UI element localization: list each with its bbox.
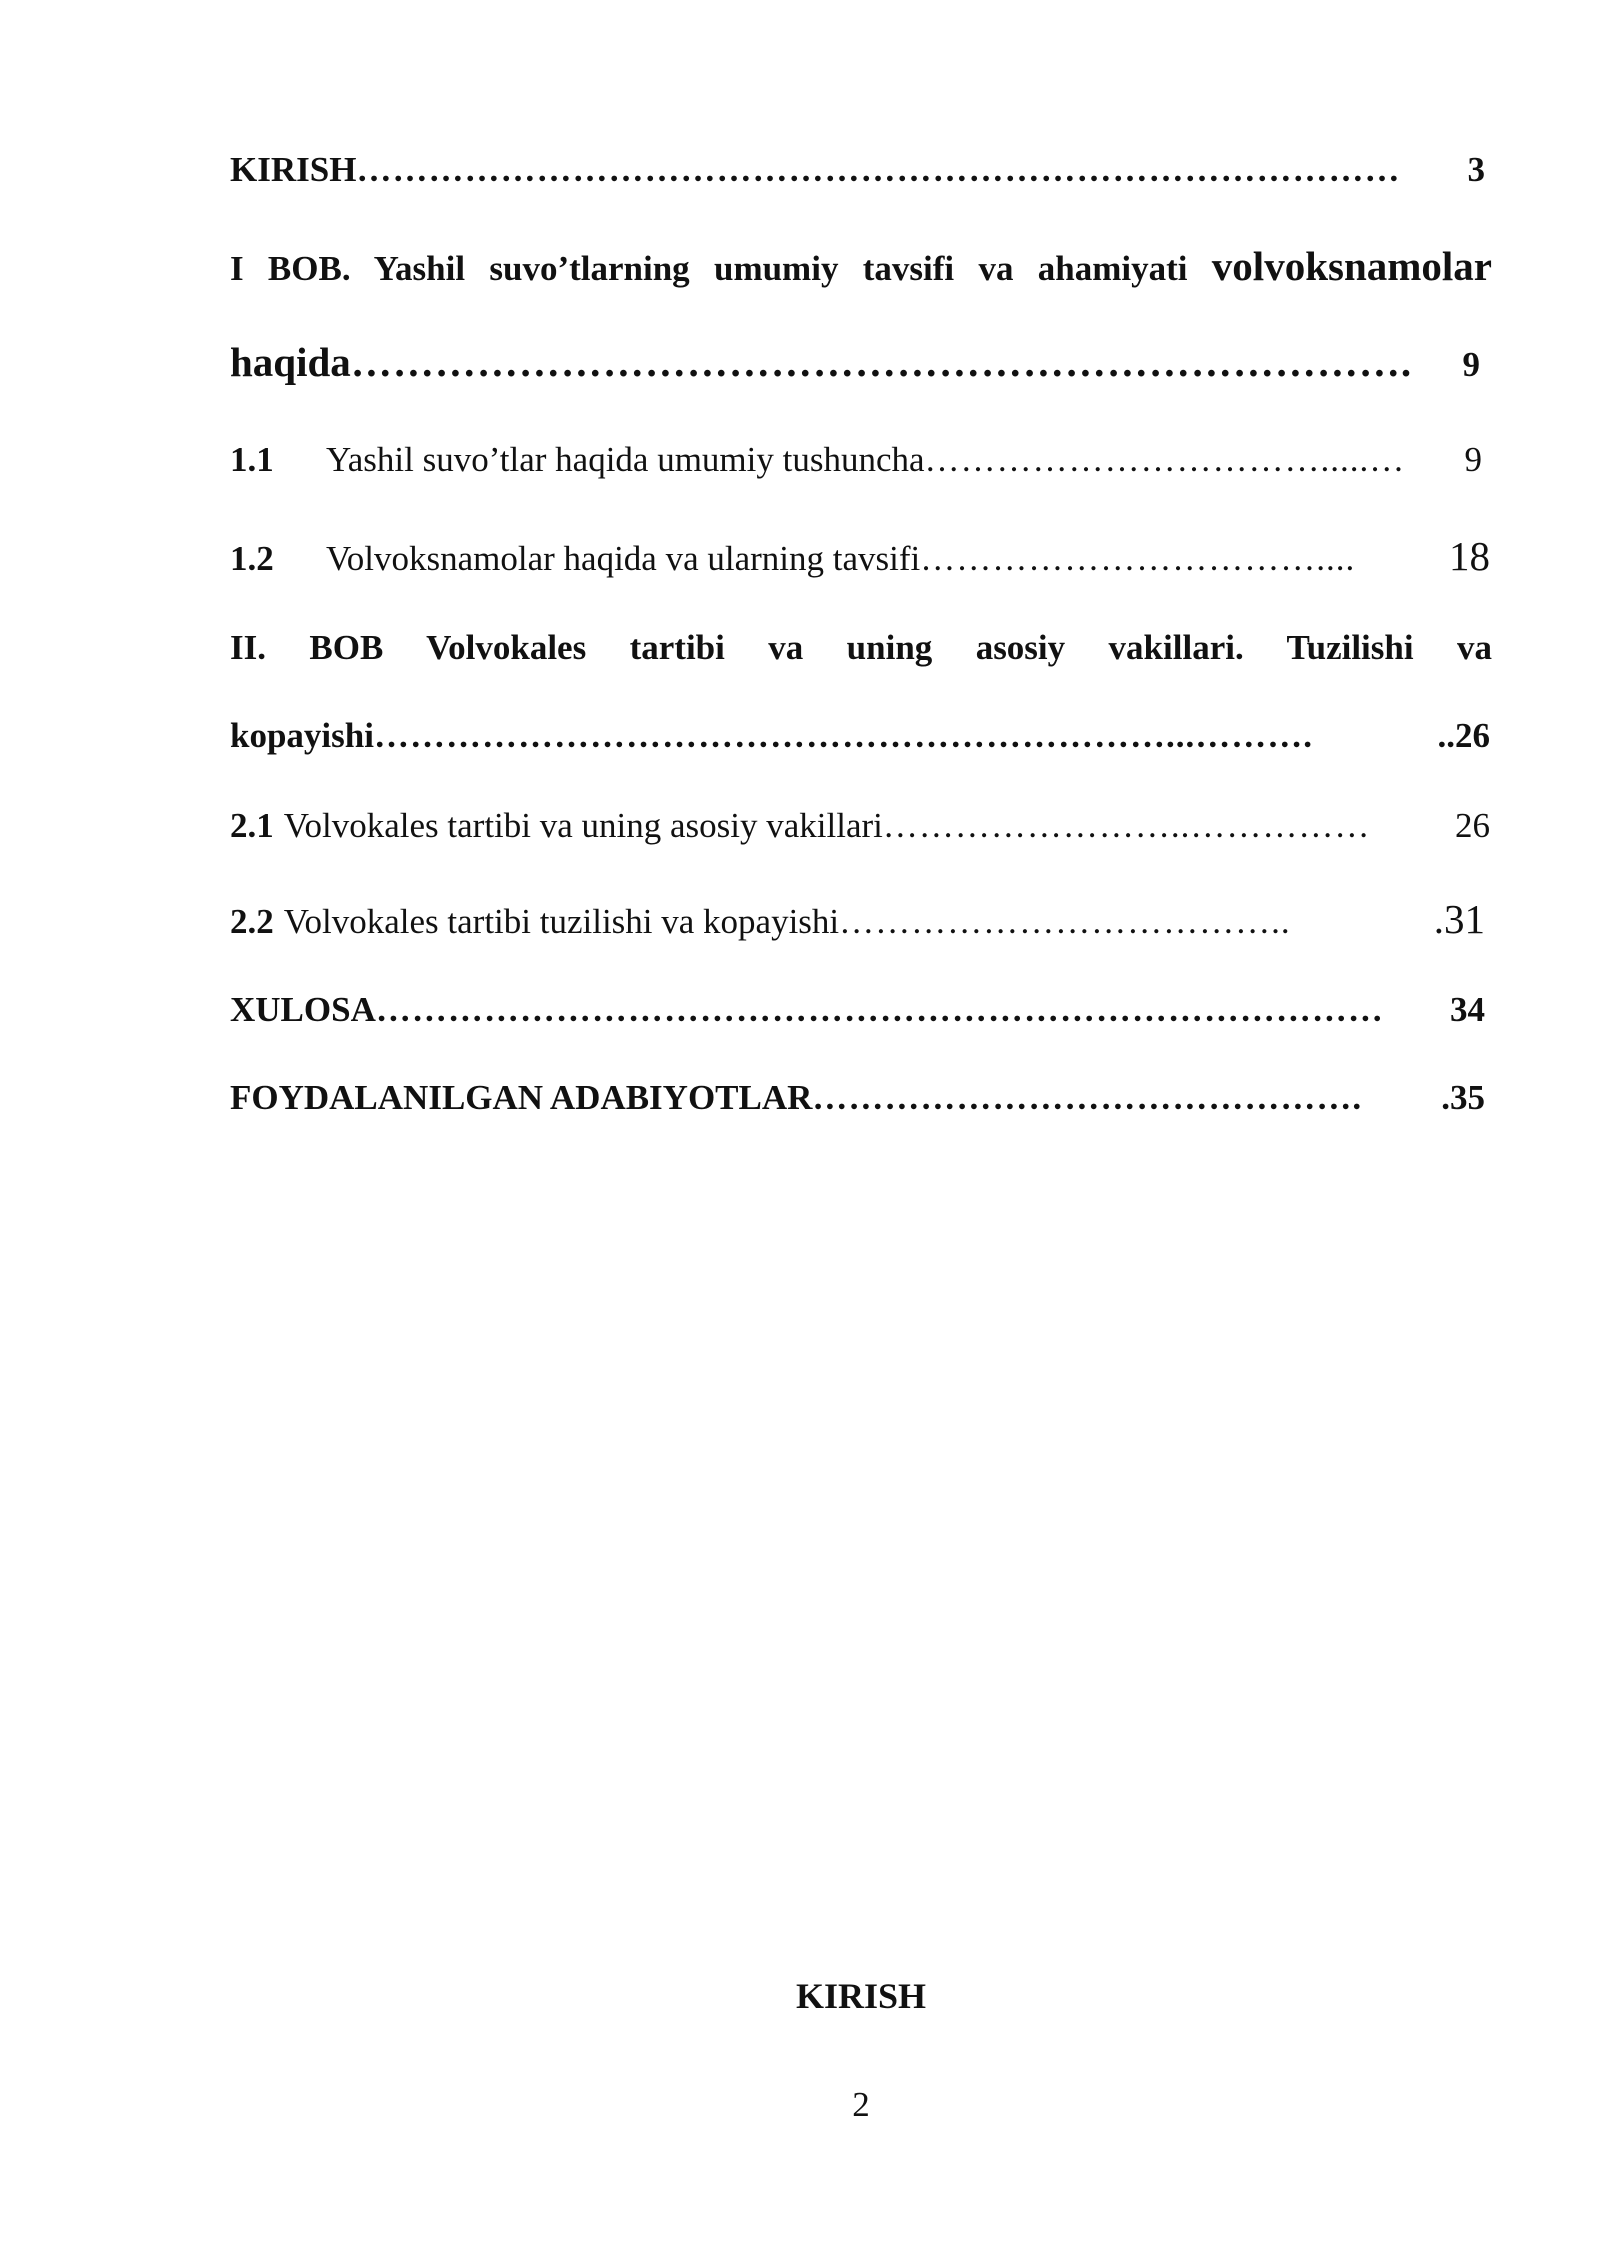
toc-section-number: 2.2 xyxy=(230,902,274,941)
toc-entry-bob2-line1[interactable] xyxy=(230,628,1492,668)
toc-entry-title: kopayishi xyxy=(230,716,374,755)
toc-entry-adabiyotlar[interactable] xyxy=(230,1078,1485,1118)
toc-entry-title: KIRISH xyxy=(230,150,357,189)
toc-leader-dots: ……………………………….. xyxy=(839,902,1291,941)
toc-title-part: volvoksnamolar xyxy=(1211,243,1492,289)
toc-leader-dots: …………………………………………………………...………. xyxy=(373,716,1313,755)
toc-section-number: 1.1 xyxy=(230,440,274,479)
toc-page-number: .31 xyxy=(1433,896,1485,942)
toc-entry-title: Volvokales tartibi va uning asosiy vakillari xyxy=(283,806,883,845)
toc-entry-1-1[interactable] xyxy=(230,440,1482,480)
toc-page-number: 9 xyxy=(1462,345,1480,384)
toc-entry-title: Volvoksnamolar haqida va ularning tavsifi xyxy=(326,539,921,578)
toc-page-number: ..26 xyxy=(1437,716,1490,755)
toc-entry-bob2-line2[interactable] xyxy=(230,716,1490,756)
toc-leader-dots: …………………………………………………………………. xyxy=(350,339,1413,385)
toc-entry-title xyxy=(230,242,1492,290)
toc-entry-1-2[interactable] xyxy=(230,532,1490,580)
page-number: 2 xyxy=(852,2085,870,2124)
toc-page-number: 9 xyxy=(1464,440,1482,479)
toc-entry-bob1-line1[interactable] xyxy=(230,242,1492,290)
toc-leader-dots: …………………………….....… xyxy=(924,440,1406,479)
toc-section-number: 2.1 xyxy=(230,806,274,845)
toc-page-number: 34 xyxy=(1450,990,1485,1029)
toc-entry-title: II. BOB Volvokales tartibi va uning asosiy vakillari. Tuzilishi va xyxy=(230,628,1492,667)
toc-entry-title: haqida xyxy=(230,339,351,385)
toc-page-number: 18 xyxy=(1449,533,1490,579)
toc-entry-title: Volvokales tartibi tuzilishi va kopayishi xyxy=(283,902,840,941)
toc-entry-title: FOYDALANILGAN ADABIYOTLAR xyxy=(230,1078,813,1117)
toc-entry-bob1-line2[interactable] xyxy=(230,338,1480,386)
toc-leader-dots: …………………………………………………………………………… xyxy=(356,150,1401,189)
toc-entry-2-1[interactable] xyxy=(230,806,1490,846)
toc-page-number: 26 xyxy=(1455,806,1490,845)
toc-title-part: I BOB. Yashil suvo’tlarning umumiy tavsifi va ahamiyati xyxy=(230,249,1188,288)
toc-entry-xulosa[interactable] xyxy=(230,990,1485,1030)
toc-entry-title: XULOSA xyxy=(230,990,376,1029)
toc-entry-kirish[interactable] xyxy=(230,150,1485,190)
toc-leader-dots: ………………………………………………………………………… xyxy=(375,990,1384,1029)
toc-page-number: 3 xyxy=(1467,150,1485,189)
toc-leader-dots: ……………………..…………… xyxy=(882,806,1371,845)
toc-leader-dots: ………………………………………. xyxy=(812,1078,1363,1117)
section-heading: KIRISH xyxy=(795,1976,927,2016)
toc-leader-dots: …………………………….... xyxy=(920,539,1356,578)
toc-section-number: 1.2 xyxy=(230,539,274,578)
toc-page-number: .35 xyxy=(1441,1078,1485,1117)
toc-entry-2-2[interactable] xyxy=(230,895,1485,943)
toc-entry-title: Yashil suvo’tlar haqida umumiy tushuncha xyxy=(326,440,925,479)
